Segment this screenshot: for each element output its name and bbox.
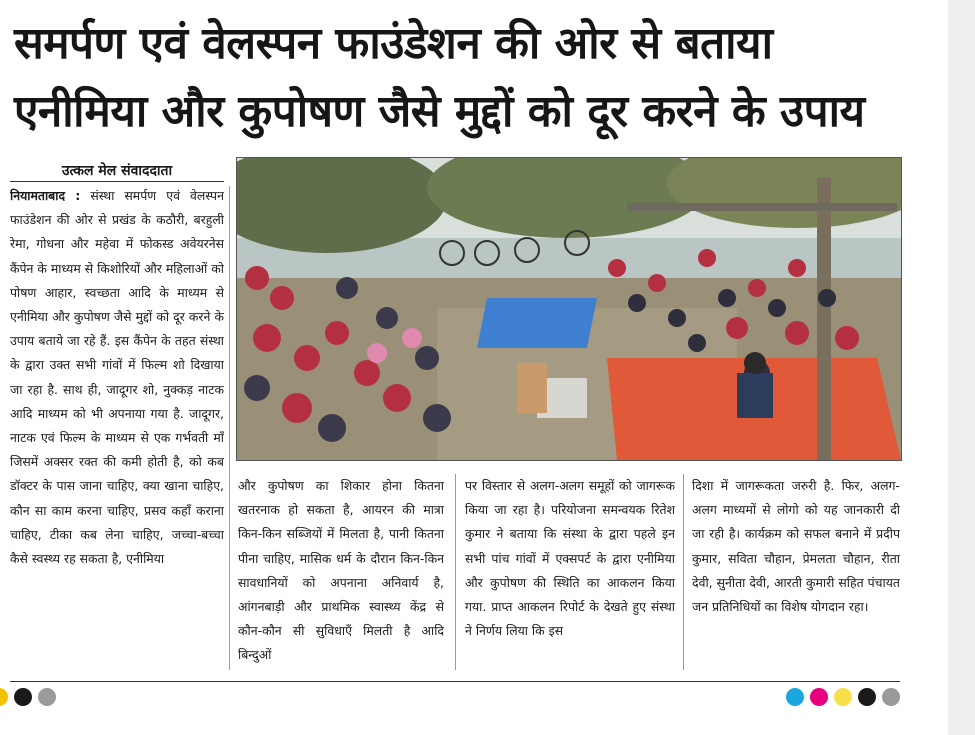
bottom-rule bbox=[10, 681, 900, 682]
registration-dot bbox=[858, 688, 876, 706]
headline-line-2: एनीमिया और कुपोषण जैसे मुद्दों को दूर करने के उपाय bbox=[14, 86, 865, 137]
article-text-2: और कुपोषण का शिकार होना कितना खतरनाक हो सकता है, आयरन की मात्रा किन-किन सब्जियों में मिलता है, पानी कितना पीना चाहिए, मासिक धर्म के दौरान किन-किन सावधानियों को अपनाना अनिवार्य है, आंगनबाड़ी और प्राथमिक स्वास्थ्य केंद्र से कौन-कौन सी सुविधाएँ मिलती है आदि बिन्दुओं bbox=[238, 478, 444, 663]
registration-dot bbox=[882, 688, 900, 706]
headline-line-1: समर्पण एवं वेलस्पन फाउंडेशन की ओर से बताया bbox=[14, 18, 773, 69]
dateline: नियामताबाद : bbox=[10, 188, 81, 203]
column-separator bbox=[229, 186, 230, 670]
article-column-2 bbox=[238, 474, 444, 669]
registration-dot bbox=[38, 688, 56, 706]
article-column-3 bbox=[465, 474, 675, 669]
article-text-1: संस्था समर्पण एवं वेलस्पन फाउंडेशन की ओर से प्रखंड के कठौरी, बरहुली रेमा, गोधना और महेवा में फोकस्ड अवेयरनेस कैंपेन के माध्यम से किशोरियों और महिलाओं को पोषण आहार, स्वच्छता आदि के माध्यम से एनीमिया और कुपोषण जैसे मुद्दों को दूर करने के उपाय बताये जा रहे हैं. इस कैंपेन के तहत संस्था के द्वारा उक्त सभी गांवों में फिल्म शो दिखाया जा रहा है. साथ ही, जादूगर शो, नुक्कड़ नाटक आदि माध्यम को भी अपनाया गया है. जादूगर, नाटक एवं फिल्म के माध्यम से एक गर्भवती माँ जिसमें अक्सर रक्त की कमी होती है, को कब डॉक्टर के पास जाना चाहिए, क्या खाना चाहिए, कौन सा काम करना चाहिए, प्रसव कहाँ कराना चाहिए, टीका कब लेना चाहिए, जच्चा-बच्चा कैसे स्वस्थ्य रह सकता है, एनीमिया bbox=[10, 188, 224, 567]
registration-dot bbox=[14, 688, 32, 706]
column-separator bbox=[683, 474, 684, 670]
event-photo bbox=[236, 157, 902, 461]
byline: उत्कल मेल संवाददाता bbox=[61, 163, 173, 179]
registration-dot bbox=[834, 688, 852, 706]
event-photo-illustration bbox=[237, 158, 901, 460]
registration-dot bbox=[786, 688, 804, 706]
column-separator bbox=[455, 474, 456, 670]
registration-dot bbox=[810, 688, 828, 706]
article-column-1 bbox=[10, 184, 224, 669]
registration-dot bbox=[0, 688, 8, 706]
page-margin-strip bbox=[948, 0, 975, 735]
article-column-4 bbox=[692, 474, 900, 669]
byline-rule bbox=[10, 181, 224, 182]
article-text-3: पर विस्तार से अलग-अलग समूहों को जागरूक किया जा रहा है। परियोजना समन्वयक रितेश कुमार ने बताया कि संस्था के द्वारा पहले इन सभी पांच गांवों में एक्सपर्ट के द्वारा एनीमिया और कुपोषण की स्थिति का आकलन किया गया. प्राप्त आकलन रिपोर्ट के देखते हुए संस्था ने निर्णय लिया कि इस bbox=[465, 478, 675, 639]
article-text-4: दिशा में जागरूकता जरुरी है. फिर, अलग-अलग माध्यमों से लोगो को यह जानकारी दी जा रही है। कार्यक्रम को सफल बनाने में प्रदीप कुमार, सविता चौहान, प्रेमलता चौहान, रीता देवी, सुनीता देवी, आरती कुमारी सहित पंचायत जन प्रतिनिधियों का विशेष योगदान रहा। bbox=[692, 478, 900, 615]
